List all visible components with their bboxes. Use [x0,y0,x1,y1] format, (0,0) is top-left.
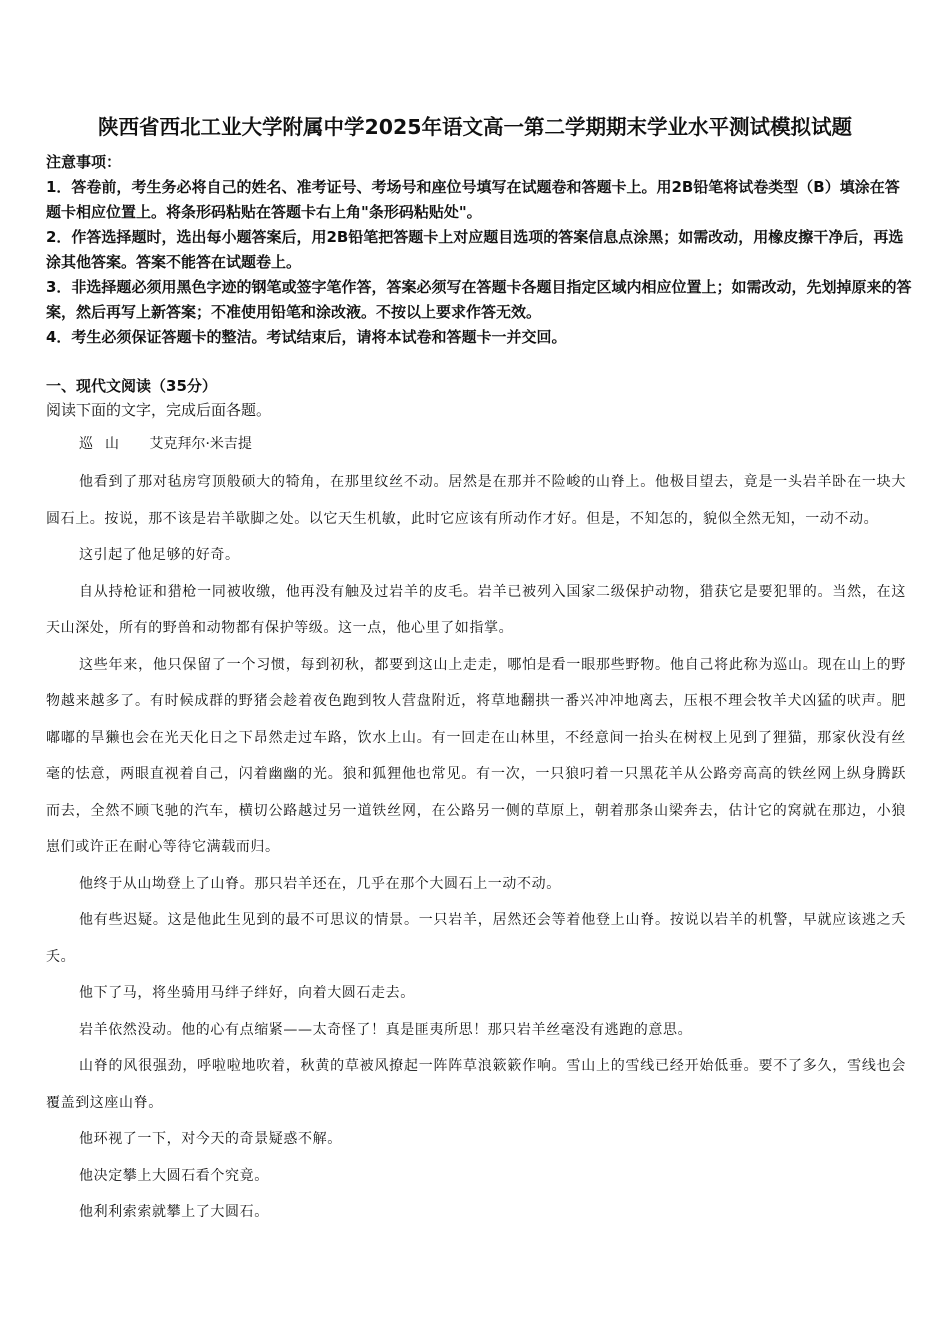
paragraph: 他看到了那对毡房穹顶般硕大的犄角，在那里纹丝不动。居然是在那并不险峻的山脊上。他极目望去，竟是一头岩羊卧在一块大圆石上。按说，那不该是岩羊歇脚之处。以它天生机敏，此时它应该有所动作才好。但是，不知怎的，貌似全然无知，一动不动。 [46,474,906,527]
paragraph: 他终于从山坳登上了山脊。那只岩羊还在，几乎在那个大圆石上一动不动。 [79,875,561,892]
article-title: 巡山 [79,436,131,452]
notice-item: 2．作答选择题时，选出每小题答案后，用2B铅笔把答题卡上对应题目选项的答案信息点涂黑；如需改动，用橡皮擦干净后，再选涂其他答案。答案不能答在试题卷上。 [46,228,904,271]
paragraph: 山脊的风很强劲，呼啦啦地吹着，秋黄的草被风撩起一阵阵草浪簌簌作响。雪山上的雪线已经开始低垂。要不了多久，雪线也会覆盖到这座山脊。 [46,1058,906,1111]
section-heading: 一、现代文阅读（35分） [46,377,217,395]
paragraph: 岩羊依然没动。他的心有点缩紧——太奇怪了！真是匪夷所思！那只岩羊丝毫没有逃跑的意思。 [79,1021,693,1038]
notice-block [46,150,914,350]
article-body [46,464,906,1231]
paragraph: 他下了马，将坐骑用马绊子绊好，向着大圆石走去。 [79,985,415,1001]
paragraph: 这些年来，他只保留了一个习惯，每到初秋，都要到这山上走走，哪怕是看一眼那些野物。他自己将此称为巡山。现在山上的野物越来越多了。有时候成群的野猪会趁着夜色跑到牧人营盘附近，将草地翻拱一番兴冲冲地离去，压根不理会牧羊犬凶猛的吠声。肥嘟嘟的旱獭也会在光天化日之下昂然走过车路，饮水上山。有一回走在山林里，不经意间一抬头在树杈上见到了狸猫，那家伙没有丝毫的怯意，两眼直视着自己，闪着幽幽的光。狼和狐狸他也常见。有一次，一只狼叼着一只黑花羊从公路旁高高的铁丝网上纵身腾跃而去，全然不顾飞驰的汽车，横切公路越过另一道铁丝网，在公路另一侧的草原上，朝着那条山梁奔去，估计它的窝就在那边，小狼崽们或许正在耐心等待它满载而归。 [46,656,906,855]
paragraph: 他决定攀上大圆石看个究竟。 [79,1167,269,1184]
section-instruction: 阅读下面的文字，完成后面各题。 [46,401,272,419]
paragraph: 他利利索索就攀上了大圆石。 [79,1204,269,1220]
paragraph: 他有些迟疑。这是他此生见到的最不可思议的情景。一只岩羊，居然还会等着他登上山脊。按说以岩羊的机警，早就应该逃之夭夭。 [46,912,906,965]
exam-title: 陕西省西北工业大学附属中学2025年语文高一第二学期期末学业水平测试模拟试题 [97,115,853,139]
notice-item: 3．非选择题必须用黑色字迹的钢笔或签字笔作答，答案必须写在答题卡各题目指定区域内相应位置上；如需改动，先划掉原来的答案，然后再写上新答案；不准使用铅笔和涂改液。不按以上要求作答无效。 [46,278,912,321]
notice-item: 4．考生必须保证答题卡的整洁。考试结束后，请将本试卷和答题卡一并交回。 [46,328,567,346]
paragraph: 他环视了一下，对今天的奇景疑惑不解。 [79,1131,342,1147]
paragraph: 自从持枪证和猎枪一同被收缴，他再没有触及过岩羊的皮毛。岩羊已被列入国家二级保护动物，猎获它是要犯罪的。当然，在这天山深处，所有的野兽和动物都有保护等级。这一点，他心里了如指掌。 [46,583,906,636]
paragraph: 这引起了他足够的好奇。 [79,547,240,563]
notice-item: 1．答卷前，考生务必将自己的姓名、准考证号、考场号和座位号填写在试题卷和答题卡上。用2B铅笔将试卷类型（B）填涂在答题卡相应位置上。将条形码粘贴在答题卡右上角"条形码粘贴处"。 [46,178,900,221]
article-byline [79,432,252,456]
notice-heading: 注意事项： [46,153,122,171]
article-author: 艾克拜尔·米吉提 [149,436,252,452]
